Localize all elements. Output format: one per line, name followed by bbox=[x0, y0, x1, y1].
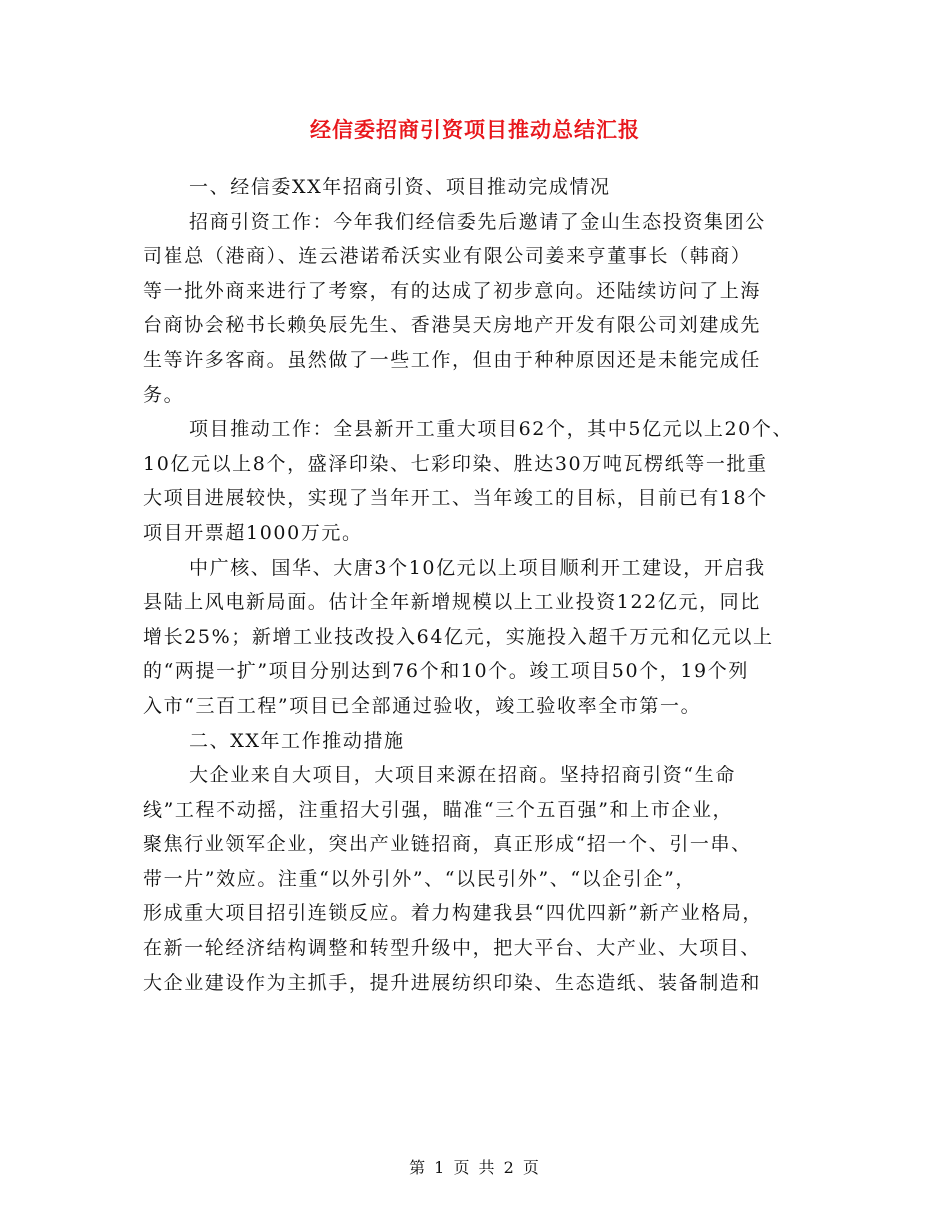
text-line: 等一批外商来进行了考察，有的达成了初步意向。还陆续访问了上海 bbox=[143, 279, 762, 302]
text-line: 带一片”效应。注重“以外引外”、“以民引外”、“以企引企”， bbox=[143, 867, 696, 890]
text-line: 二、XX年工作推动措施 bbox=[189, 729, 405, 752]
text-line: 台商协会秘书长赖奂辰先生、香港昊天房地产开发有限公司刘建成先 bbox=[143, 314, 762, 337]
text-line: 司崔总（港商）、连云港诺希沃实业有限公司姜来亨董事长（韩商） bbox=[143, 245, 752, 268]
text-line: 县陆上风电新局面。估计全年新增规模以上工业投资122亿元，同比 bbox=[143, 591, 761, 614]
text-line: 大项目进展较快，实现了当年开工、当年竣工的目标，目前已有18个 bbox=[143, 487, 768, 510]
text-line: 一、经信委XX年招商引资、项目推动完成情况 bbox=[189, 176, 611, 198]
text-line: 项目推动工作：全县新开工重大项目62个，其中5亿元以上20个、 bbox=[189, 418, 794, 441]
text-line: 大企业来自大项目，大项目来源在招商。坚持招商引资“生命 bbox=[189, 764, 736, 787]
page-footer: 第 1 页 共 2 页 bbox=[409, 1158, 541, 1177]
text-line: 大企业建设作为主抓手，提升进展纺织印染、生态造纸、装备制造和 bbox=[143, 971, 762, 994]
document-title: 经信委招商引资项目推动总结汇报 bbox=[310, 117, 640, 142]
text-line: 生等许多客商。虽然做了一些工作，但由于种种原因还是未能完成任 bbox=[143, 348, 762, 371]
text-line: 增长25%；新增工业技改投入64亿元，实施投入超千万元和亿元以上 bbox=[143, 625, 774, 648]
text-line: 招商引资工作：今年我们经信委先后邀请了金山生态投资集团公 bbox=[189, 210, 766, 233]
text-line: 聚焦行业领军企业，突出产业链招商，真正形成“招一个、引一串、 bbox=[143, 833, 752, 856]
text-line: 形成重大项目招引连锁反应。着力构建我县“四优四新”新产业格局， bbox=[143, 902, 764, 925]
text-line: 线”工程不动摇，注重招大引强，瞄准“三个五百强”和上市企业， bbox=[143, 798, 734, 821]
document-body bbox=[143, 170, 811, 1000]
text-line: 入市“三百工程”项目已全部通过验收，竣工验收率全市第一。 bbox=[143, 694, 702, 717]
text-line: 务。 bbox=[143, 383, 185, 406]
text-line: 在新一轮经济结构调整和转型升级中，把大平台、大产业、大项目、 bbox=[143, 937, 762, 960]
text-line: 中广核、国华、大唐3个10亿元以上项目顺利开工建设，开启我 bbox=[189, 556, 766, 579]
text-line: 的“两提一扩”项目分别达到76个和10个。竣工项目50个，19个列 bbox=[143, 660, 749, 683]
text-line: 项目开票超1000万元。 bbox=[143, 521, 363, 544]
text-line: 10亿元以上8个，盛泽印染、七彩印染、胜达30万吨瓦楞纸等一批重 bbox=[143, 452, 768, 475]
